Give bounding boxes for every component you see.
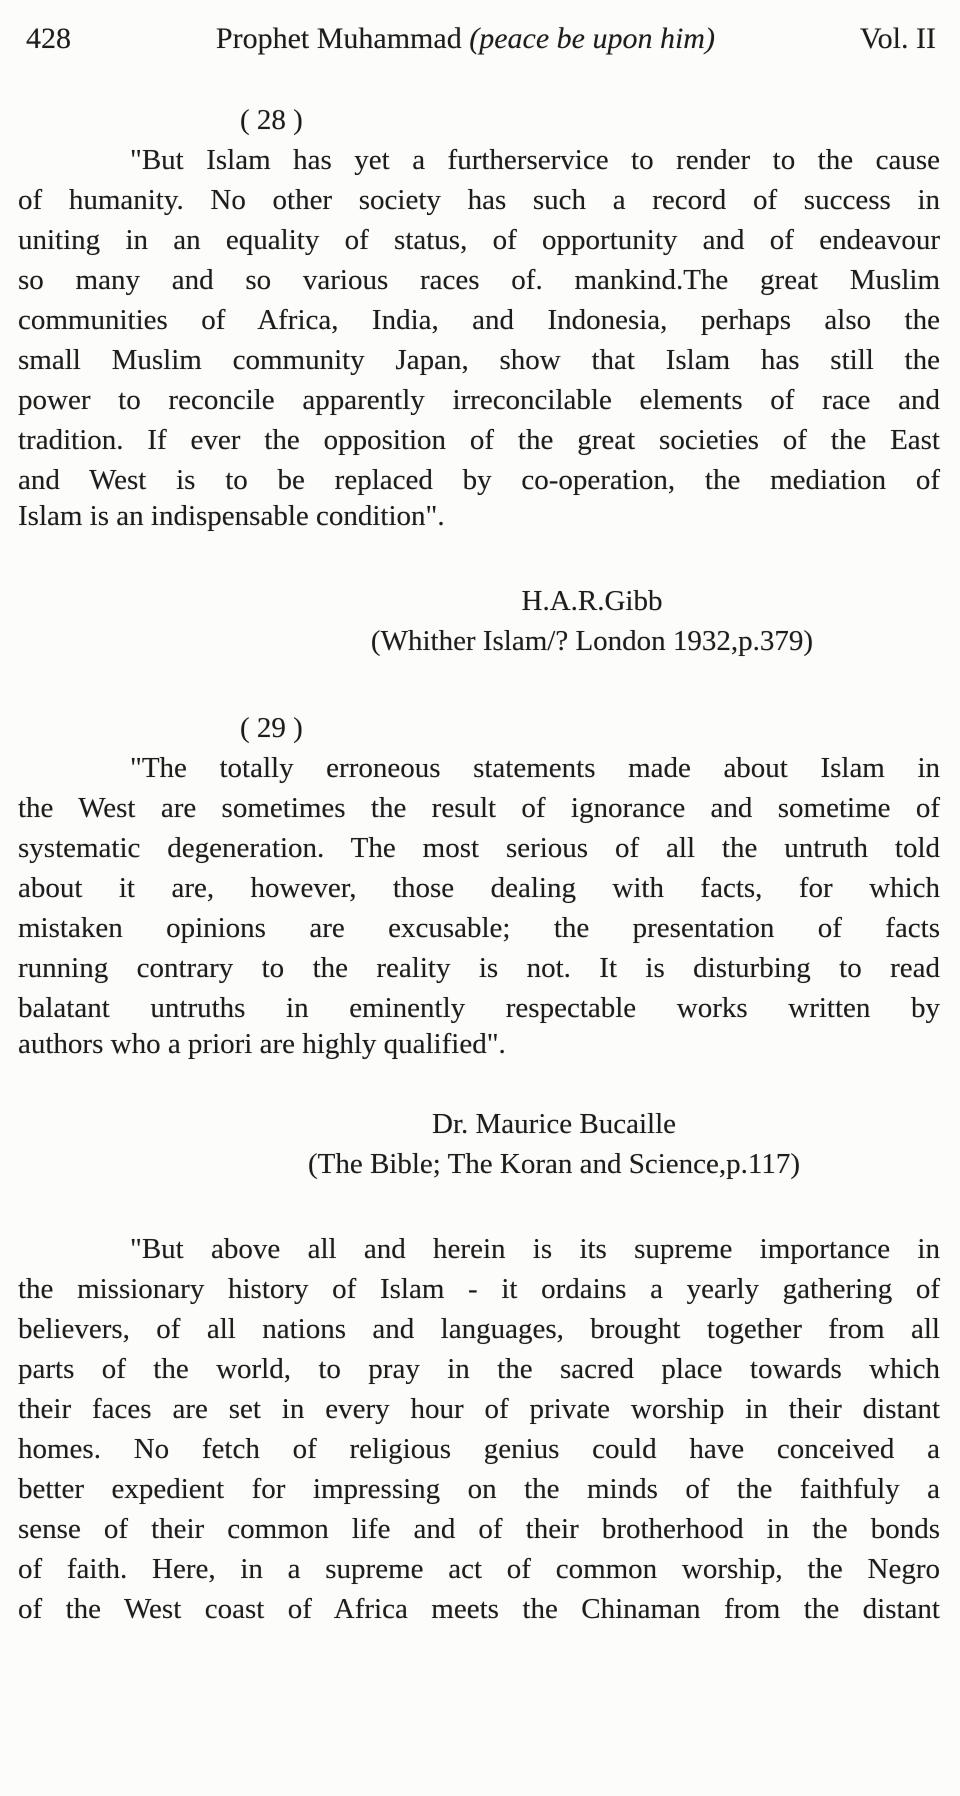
text-line: so many and so various races of. mankind.The great Muslim [18,264,940,296]
text-line: of faith. Here, in a supreme act of common worship, the Negro [18,1553,940,1585]
text-line: sense of their common life and of their brotherhood in the bonds [18,1513,940,1545]
text-line: better expedient for impressing on the minds of the faithfuly a [18,1473,940,1505]
attribution-source: (The Bible; The Koran and Science,p.117) [307,1148,801,1180]
running-title-italic: (peace be upon him) [469,22,715,55]
quote-29-last-line: authors who a priori are highly qualified". [18,1028,506,1060]
attribution-bucaille [168,1104,940,1184]
text-line: mistaken opinions are excusable; the presentation of facts [18,912,940,944]
text-line: about it are, however, those dealing with facts, for which [18,872,940,904]
running-title-main: Prophet Muhammad [215,22,470,55]
attribution-name: H.A.R.Gibb [521,585,663,617]
quote-29-paragraph [18,748,940,1028]
attribution-source: (Whither Islam/? London 1932,p.379) [370,625,814,657]
text-line: balatant untruths in eminently respectable works written by [18,992,940,1024]
text-line: power to reconcile apparently irreconcilable elements of race and [18,384,940,416]
text-line: small Muslim community Japan, show that Islam has still the [18,344,940,376]
quote-28-label: ( 28 ) [240,104,303,136]
attribution-name: Dr. Maurice Bucaille [432,1108,676,1140]
text-line: communities of Africa, India, and Indonesia, perhaps also the [18,304,940,336]
text-line: uniting in an equality of status, of opportunity and of endeavour [18,224,940,256]
text-line: of the West coast of Africa meets the Chinaman from the distant [18,1593,940,1625]
volume-label: Vol. II [859,22,936,55]
running-title [71,18,860,60]
page-header [18,18,940,60]
text-line: running contrary to the reality is not. It is disturbing to read [18,952,940,984]
quote-29-label: ( 29 ) [240,712,303,744]
text-line: systematic degeneration. The most serious of all the untruth told [18,832,940,864]
text-line: "But Islam has yet a furtherservice to render to the cause [130,144,940,176]
text-line: tradition. If ever the opposition of the great societies of the East [18,424,940,456]
quote-30-paragraph [18,1229,940,1629]
page-number: 428 [26,22,71,55]
quote-28-paragraph [18,140,940,500]
text-line: homes. No fetch of religious genius could have conceived a [18,1433,940,1465]
text-line: "The totally erroneous statements made about Islam in [130,752,940,784]
attribution-gibb [244,581,940,661]
text-line: the West are sometimes the result of ignorance and sometime of [18,792,940,824]
text-line: and West is to be replaced by co-operation, the mediation of [18,464,940,496]
text-line: believers, of all nations and languages, brought together from all [18,1313,940,1345]
text-line: parts of the world, to pray in the sacred place towards which [18,1353,940,1385]
text-line: the missionary history of Islam - it ordains a yearly gathering of [18,1273,940,1305]
quote-28-last-line: Islam is an indispensable condition". [18,500,445,532]
text-line: their faces are set in every hour of private worship in their distant [18,1393,940,1425]
text-line: "But above all and herein is its supreme importance in [130,1233,940,1265]
text-line: of humanity. No other society has such a record of success in [18,184,940,216]
